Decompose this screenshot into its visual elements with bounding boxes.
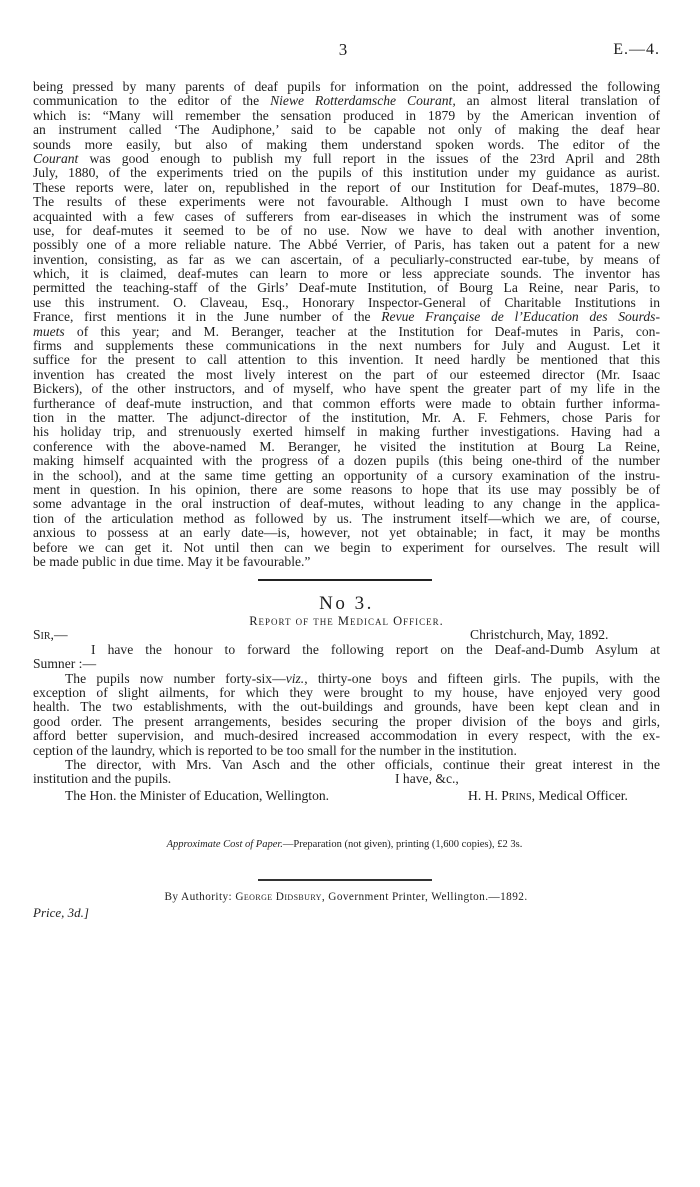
report-title: Report of the Medical Officer.: [249, 614, 444, 628]
body-line: [33, 253, 660, 267]
body-line: [33, 497, 660, 511]
body-line: [33, 94, 660, 108]
report-line: [33, 672, 660, 686]
section-divider: [258, 579, 432, 581]
text-run: The results of these experiments were not favourable. Although I must own to have become: [33, 194, 660, 210]
report-line: [33, 657, 660, 671]
body-line: [33, 166, 660, 180]
text-run: invention has created the most lively interest on the part of our esteemed director (Mr. Isaac: [33, 366, 660, 382]
text-run: exception of slight ailments, for which they were brought to my house, have enjoyed very good: [33, 684, 660, 700]
report-number: No 3.: [319, 593, 374, 614]
report-section: [33, 594, 660, 804]
body-line: [33, 195, 660, 209]
body-line: [33, 238, 660, 252]
body-line: [33, 210, 660, 224]
text-run: his holiday trip, and strenuously exerted himself in making further investigations. Having had a: [33, 424, 660, 440]
text-run: —Preparation (not given), printing (1,600 copies), £2 3s.: [282, 839, 523, 850]
text-run: ception of the laundry, which is reported to be too small for the number in the institution.: [33, 742, 517, 758]
signature: [468, 789, 628, 803]
addressee: The Hon. the Minister of Education, Wellington.: [65, 788, 330, 804]
paper-reference: E.—4.: [613, 41, 660, 58]
text-run: H. H.: [468, 788, 502, 804]
body-line: [33, 339, 660, 353]
report-line: [33, 744, 660, 758]
text-run: , Government Printer, Wellington.—1892.: [321, 891, 528, 903]
text-run: The pupils now number forty-six—: [65, 670, 286, 686]
body-line: [33, 325, 660, 339]
body-line: [33, 138, 660, 152]
addressee-line: [33, 789, 660, 803]
letter-body: [33, 80, 660, 569]
place-date: Christchurch, May, 1892.: [470, 627, 609, 643]
body-line: [33, 310, 660, 324]
text-run: The director, with Mrs. Van Asch and the other officials, continue their great interest in the: [65, 756, 660, 772]
text-run: was good enough to publish my full report in the issues of the 23rd April and 28th: [78, 150, 660, 166]
cost-note: [0, 838, 689, 852]
text-run: , Medical Officer.: [531, 788, 628, 804]
page-number: 3: [338, 40, 348, 59]
text-run: anxious to possess at an early date—is, however, not yet obtainable; in fact, it may be months: [33, 525, 660, 541]
text-run: possibly one of a more reliable nature. The Abbé Verrier, of Paris, has taken out a patent for a new: [33, 237, 660, 253]
small-caps-text: George Didsbury: [235, 891, 322, 903]
body-line: [33, 123, 660, 137]
text-run: furtherance of deaf-mute instruction, and that common efforts were made to obtain further informa-: [33, 395, 660, 411]
text-run: conference with the above-named M. Beranger, he visited the institution at Bourg La Reine,: [33, 438, 660, 454]
body-line: [33, 353, 660, 367]
body-line: [33, 454, 660, 468]
report-line: [33, 715, 660, 729]
body-line: [33, 382, 660, 396]
body-line: [33, 80, 660, 94]
text-run: in the school), and at the same time getting an opportunity of a cursory examination of the instru-: [33, 467, 660, 483]
body-line: [33, 541, 660, 555]
printer-imprint: [0, 890, 692, 904]
closing: I have, &c.,: [395, 771, 459, 787]
text-run: Bickers), of the other instructors, and of myself, who have spent the greater part of my life in the: [33, 381, 660, 397]
text-run: being pressed by many parents of deaf pupils for information on the point, addressed the following: [33, 79, 660, 94]
text-run: permitted the teaching-staff of the Girls’ Deaf-mute Institution, of Bourg La Reine, near Paris, to: [33, 280, 660, 296]
text-run: France, first mentions it in the June number of the: [33, 309, 382, 325]
text-run: ment in question. In his opinion, there are some reasons to hope that its use may possibly be of: [33, 481, 660, 497]
italic-text: Approximate Cost of Paper.: [166, 839, 283, 850]
text-run: I have the honour to forward the following report on the Deaf-and-Dumb Asylum at: [91, 641, 660, 657]
report-line: [33, 771, 171, 786]
salutation-line: [33, 628, 660, 642]
text-run: Sumner :—: [33, 656, 97, 672]
text-run: By Authority:: [164, 891, 236, 903]
text-run: making himself acquainted with the progress of a dozen pupils (this being one-third of the number: [33, 453, 660, 469]
text-run: July, 1880, of the experiments tried on the pupils of this institution under my guidance as aurist.: [33, 165, 660, 181]
footer-divider: [258, 879, 432, 881]
body-line: [33, 152, 660, 166]
italic-text: muets: [33, 323, 65, 339]
body-line: [33, 397, 660, 411]
text-run: These reports were, later on, republished in the report of our Institution for Deaf-mutes, 1879–80.: [33, 179, 660, 195]
report-line: [33, 758, 660, 772]
report-line: [33, 643, 660, 657]
text-run: use, for deaf-mutes it seemed to be of no use. Now we have to deal with another invention,: [33, 222, 660, 238]
italic-text: Courant: [33, 150, 79, 166]
text-run: firms and supplements these communications in the next numbers for July and August. Let it: [33, 338, 660, 354]
text-run: good order. The present arrangements, besides securing the proper division of the boys and girls,: [33, 713, 660, 729]
text-run: which is: “Many will remember the sensation produced in 1879 by the American invention of: [33, 107, 660, 123]
page-header: [33, 40, 660, 60]
text-run: institution and the pupils.: [33, 771, 172, 787]
body-line: [33, 109, 660, 123]
text-run: invention, consisting, as far as we can ascertain, of a peculiarly-constructed ear-tube, by means of: [33, 251, 660, 267]
text-run: which, it is claimed, deaf-mutes can learn to more or less appreciate sounds. The inventor has: [33, 266, 660, 282]
salutation: Sir,—: [33, 627, 68, 643]
text-run: an instrument called ‘The Audiphone,’ said to be capable not only of making the deaf hear: [33, 122, 660, 138]
body-line: [33, 483, 660, 497]
text-run: before we can get it. Not until then can we begin to experiment for ourselves. The result will: [33, 539, 660, 555]
report-line: [33, 686, 660, 700]
body-line: [33, 425, 660, 439]
body-line: [33, 555, 660, 569]
text-run: use this instrument. O. Claveau, Esq., Honorary Inspector-General of Charitable Institutions in: [33, 294, 660, 310]
small-caps-text: Prins: [501, 788, 532, 804]
report-line: [33, 700, 660, 714]
italic-text: Revue Française de l’Education des Sourds-: [381, 309, 660, 325]
body-line: [33, 440, 660, 454]
body-line: [33, 224, 660, 238]
text-run: of this year; and M. Beranger, teacher at the Institution for Deaf-mutes in Paris, con-: [64, 323, 660, 339]
body-line: [33, 368, 660, 382]
body-line: [33, 512, 660, 526]
body-line: [33, 181, 660, 195]
body-line: [33, 526, 660, 540]
text-run: an almost literal translation of: [455, 93, 660, 109]
text-run: tion of the articulation method as followed by us. The instrument itself—which we are, of course,: [33, 510, 660, 526]
text-run: acquainted with a few cases of sufferers from ear-diseases in which the instrument was of some: [33, 208, 660, 224]
body-line: [33, 411, 660, 425]
text-run: health. The two establishments, with the out-buildings and grounds, have been kept clean and in: [33, 699, 660, 715]
italic-text: viz.: [285, 670, 305, 686]
body-line: [33, 469, 660, 483]
body-line: [33, 296, 660, 310]
text-run: suffice for the present to call attention to this invention. It need hardly be mentioned that this: [33, 352, 660, 368]
text-run: afford better supervision, and much-desired increased accommodation in every respect, with the ex-: [33, 728, 660, 744]
text-run: communication to the editor of the: [33, 93, 271, 109]
italic-text: Niewe Rotterdamsche Courant,: [270, 93, 456, 109]
text-run: sounds more easily, but also of making them understand spoken words. The editor of the: [33, 136, 660, 152]
text-run: some advantage in the oral instruction of deaf-mutes, without leading to any change in the applica-: [33, 496, 660, 512]
body-line: [33, 281, 660, 295]
report-line: [33, 729, 660, 743]
text-run: , thirty-one boys and fifteen girls. The pupils, with the: [304, 670, 661, 686]
closing-line: [33, 772, 660, 786]
body-line: [33, 267, 660, 281]
text-run: be made public in due time. May it be favourable.”: [33, 553, 311, 569]
text-run: tion in the matter. The adjunct-director of the institution, Mr. A. F. Fehmers, chose Paris for: [33, 409, 660, 425]
price-note: Price, 3d.]: [33, 905, 89, 920]
